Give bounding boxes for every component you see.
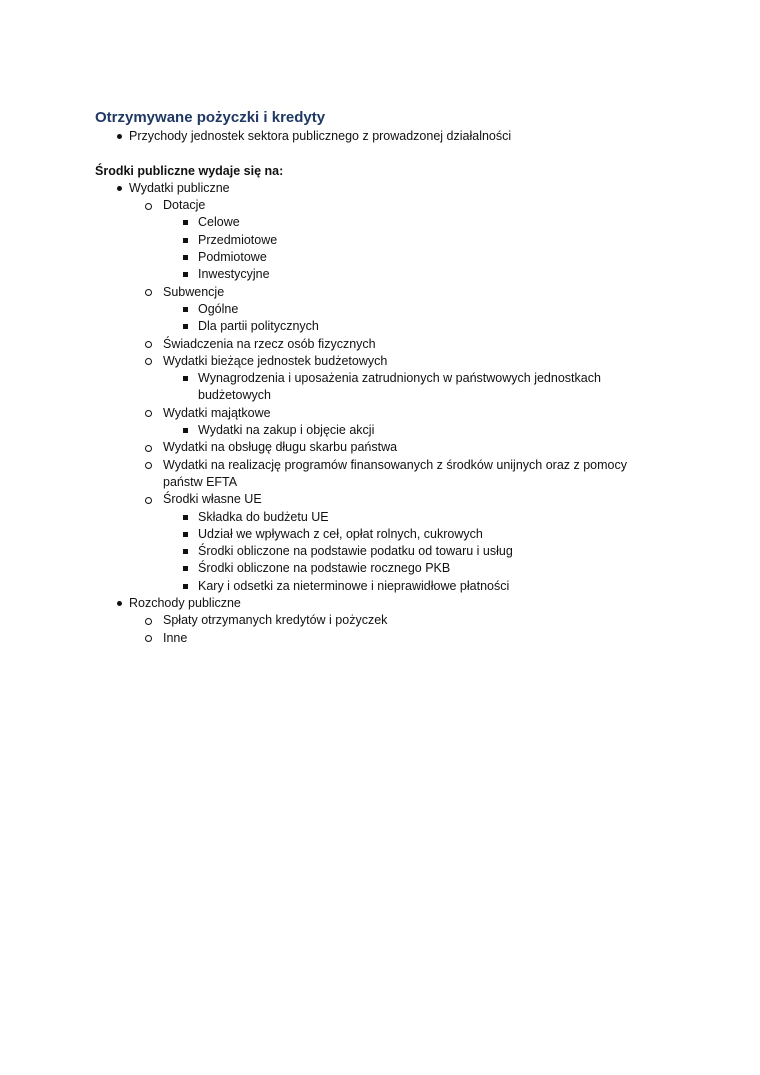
list-item: Wydatki majątkowe: [163, 405, 271, 420]
list-item: Wynagrodzenia i uposażenia zatrudnionych w państwowych jednostkach budżetowych: [198, 371, 601, 403]
list-item: Wydatki bieżące jednostek budżetowych: [163, 353, 388, 368]
list-item: Dla partii politycznych: [198, 319, 319, 334]
list-item: Rozchody publiczne: [129, 596, 241, 611]
list-item: Spłaty otrzymanych kredytów i pożyczek: [163, 613, 388, 628]
list-item: Kary i odsetki za nieterminowe i nieprawidłowe płatności: [198, 578, 510, 593]
list-item: Składka do budżetu UE: [198, 509, 329, 524]
list-item: Środki własne UE: [163, 492, 262, 507]
list-item: Subwencje: [163, 284, 225, 299]
list-item: Udział we wpływach z ceł, opłat rolnych, cukrowych: [198, 526, 483, 541]
list-item: Inwestycyjne: [198, 267, 270, 282]
list-item: Środki obliczone na podstawie rocznego PKB: [198, 561, 451, 576]
list-item: Przychody jednostek sektora publicznego z prowadzonej działalności: [129, 129, 512, 143]
list-item: Podmiotowe: [198, 250, 267, 265]
list-item: Wydatki na zakup i objęcie akcji: [198, 423, 375, 438]
list-item: Inne: [163, 630, 188, 645]
list-item: Celowe: [198, 215, 240, 230]
list-item: Świadczenia na rzecz osób fizycznych: [163, 336, 376, 351]
list-item: Dotacje: [163, 198, 206, 213]
list-item: Środki obliczone na podstawie podatku od towaru i usług: [198, 544, 513, 559]
list-item: Przedmiotowe: [198, 232, 278, 247]
document-page: [95, 108, 695, 647]
list-item: Wydatki publiczne: [129, 180, 230, 195]
expenditure-list: [95, 180, 695, 647]
spacer: [95, 145, 695, 162]
list-item: Wydatki na obsługę długu skarbu państwa: [163, 440, 398, 455]
list-item: Ogólne: [198, 301, 239, 316]
section-heading: Otrzymywane pożyczki i kredyty: [95, 109, 326, 126]
section-title: Środki publiczne wydaje się na:: [95, 163, 284, 178]
heading-list: [95, 128, 695, 145]
list-item: Wydatki na realizację programów finansowanych z środków unijnych oraz z pomocy państw EFTA: [163, 457, 627, 489]
